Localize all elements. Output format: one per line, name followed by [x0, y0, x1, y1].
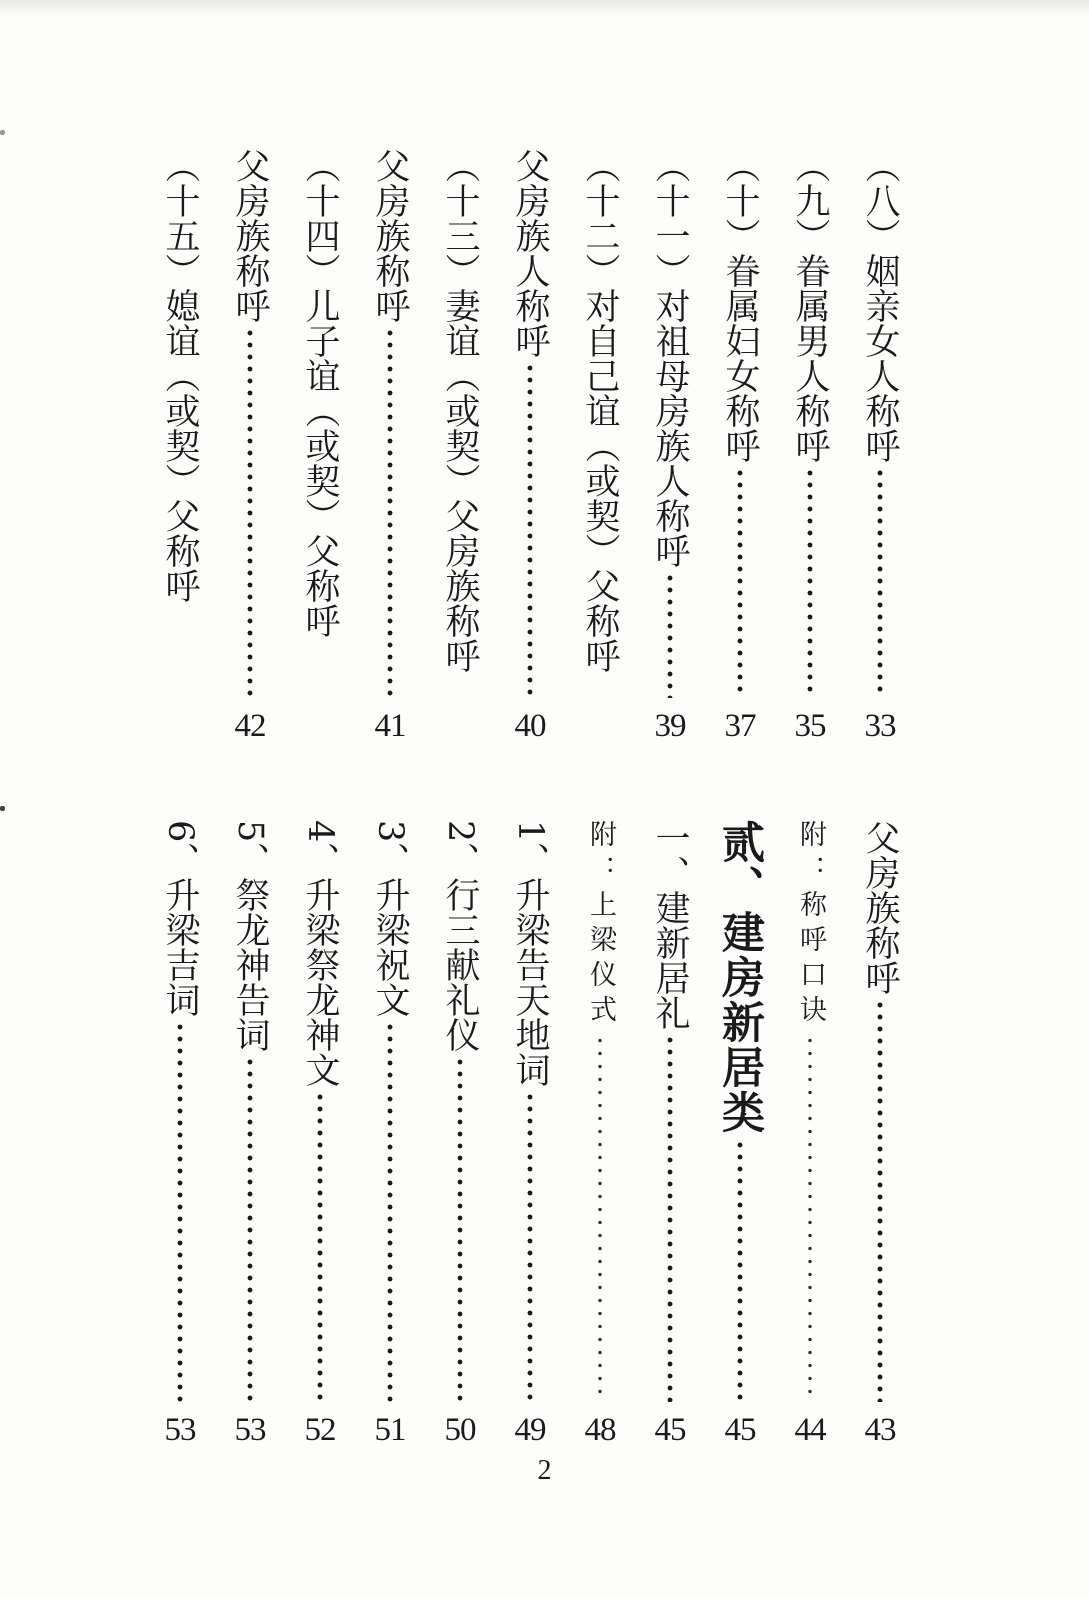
toc-entry-continuation[interactable] — [855, 820, 905, 1452]
entry-title: （十四）儿子谊（或契）父称呼 — [300, 148, 340, 638]
entry-page-number: 43 — [864, 1412, 896, 1448]
entry-title: 父房族称呼 — [370, 148, 410, 323]
entry-page-number: 45 — [654, 1412, 686, 1448]
entry-page-number: 52 — [304, 1412, 336, 1448]
dot-leader — [387, 1021, 393, 1402]
entry-page-number: 49 — [514, 1412, 546, 1448]
toc-entry[interactable] — [645, 148, 695, 748]
entry-page-number: 35 — [794, 708, 826, 744]
dot-leader — [457, 1056, 463, 1402]
entry-title: （十五）媳谊（或契）父称呼 — [160, 148, 200, 603]
entry-title: （八）姻亲女人称呼 — [860, 148, 900, 463]
entry-page-number: 42 — [234, 708, 266, 744]
scan-edge-mark — [0, 130, 5, 135]
toc-entry[interactable] — [785, 148, 835, 748]
dot-leader — [807, 467, 813, 698]
dot-leader — [247, 327, 253, 698]
toc-top-block — [0, 148, 1089, 748]
entry-title: 1、升梁告天地词 — [510, 820, 550, 1088]
toc-entry-continuation[interactable] — [225, 148, 275, 748]
dot-leader — [247, 1056, 253, 1402]
entry-title: 2、行三献礼仪 — [440, 820, 480, 1053]
entry-page-number: 41 — [374, 708, 406, 744]
toc-entry[interactable] — [855, 148, 905, 748]
toc-entry[interactable] — [715, 148, 765, 748]
toc-entry-continuation[interactable] — [505, 148, 555, 748]
entry-title: （十三）妻谊（或契）父房族称呼 — [440, 148, 480, 673]
entry-title: 附：称呼口诀 — [795, 820, 826, 1030]
scan-edge-mark — [0, 806, 5, 811]
toc-entry[interactable] — [575, 820, 625, 1452]
dot-leader — [317, 1091, 323, 1402]
toc-entry[interactable] — [365, 820, 415, 1452]
dot-leader — [877, 999, 883, 1402]
entry-title: 一、建新居礼 — [650, 820, 690, 1030]
entry-title: 5、祭龙神告词 — [230, 820, 270, 1053]
entry-title: （十一）对祖母房族人称呼 — [650, 148, 690, 568]
entry-page-number: 37 — [724, 708, 756, 744]
dot-leader — [527, 1091, 533, 1402]
dot-leader — [597, 1034, 603, 1402]
entry-title: 父房族人称呼 — [510, 148, 550, 358]
entry-page-number: 50 — [444, 1412, 476, 1448]
toc-entry[interactable] — [575, 148, 625, 748]
entry-title: 4、升梁祭龙神文 — [300, 820, 340, 1088]
dot-leader — [737, 1139, 743, 1402]
page-number: 2 — [537, 1455, 552, 1486]
toc-entry[interactable] — [785, 820, 835, 1452]
dot-leader — [807, 1034, 813, 1402]
entry-page-number: 53 — [164, 1412, 196, 1448]
entry-title: （十）眷属妇女称呼 — [720, 148, 760, 463]
toc-entry[interactable] — [225, 820, 275, 1452]
entry-page-number: 44 — [794, 1412, 826, 1448]
toc-entry[interactable] — [645, 820, 695, 1452]
entry-title: 6、升梁吉词 — [160, 820, 200, 1018]
entry-title: 3、升梁祝文 — [370, 820, 410, 1018]
entry-title: 父房族称呼 — [230, 148, 270, 323]
toc-entry[interactable] — [505, 820, 555, 1452]
toc-entry-continuation[interactable] — [365, 148, 415, 748]
entry-page-number: 33 — [864, 708, 896, 744]
toc-section-heading[interactable] — [715, 820, 765, 1452]
dot-leader — [667, 1034, 673, 1402]
dot-leader — [737, 467, 743, 698]
entry-page-number: 53 — [234, 1412, 266, 1448]
section-title: 贰、建房新居类 — [715, 820, 765, 1135]
dot-leader — [527, 362, 533, 698]
entry-page-number: 51 — [374, 1412, 406, 1448]
dot-leader — [667, 572, 673, 698]
entry-page-number: 40 — [514, 708, 546, 744]
toc-entry[interactable] — [295, 148, 345, 748]
entry-page-number: 45 — [724, 1412, 756, 1448]
entry-title: （九）眷属男人称呼 — [790, 148, 830, 463]
toc-entry[interactable] — [295, 820, 345, 1452]
entry-page-number: 39 — [654, 708, 686, 744]
toc-entry[interactable] — [435, 148, 485, 748]
entry-title: （十二）对自己谊（或契）父称呼 — [580, 148, 620, 673]
entry-title: 附：上梁仪式 — [585, 820, 616, 1030]
toc-entry[interactable] — [155, 820, 205, 1452]
entry-page-number: 48 — [584, 1412, 616, 1448]
dot-leader — [177, 1021, 183, 1402]
toc-bottom-block — [0, 820, 1089, 1452]
dot-leader — [387, 327, 393, 698]
toc-entry[interactable] — [435, 820, 485, 1452]
entry-title: 父房族称呼 — [860, 820, 900, 995]
dot-leader — [877, 467, 883, 698]
toc-entry[interactable] — [155, 148, 205, 748]
